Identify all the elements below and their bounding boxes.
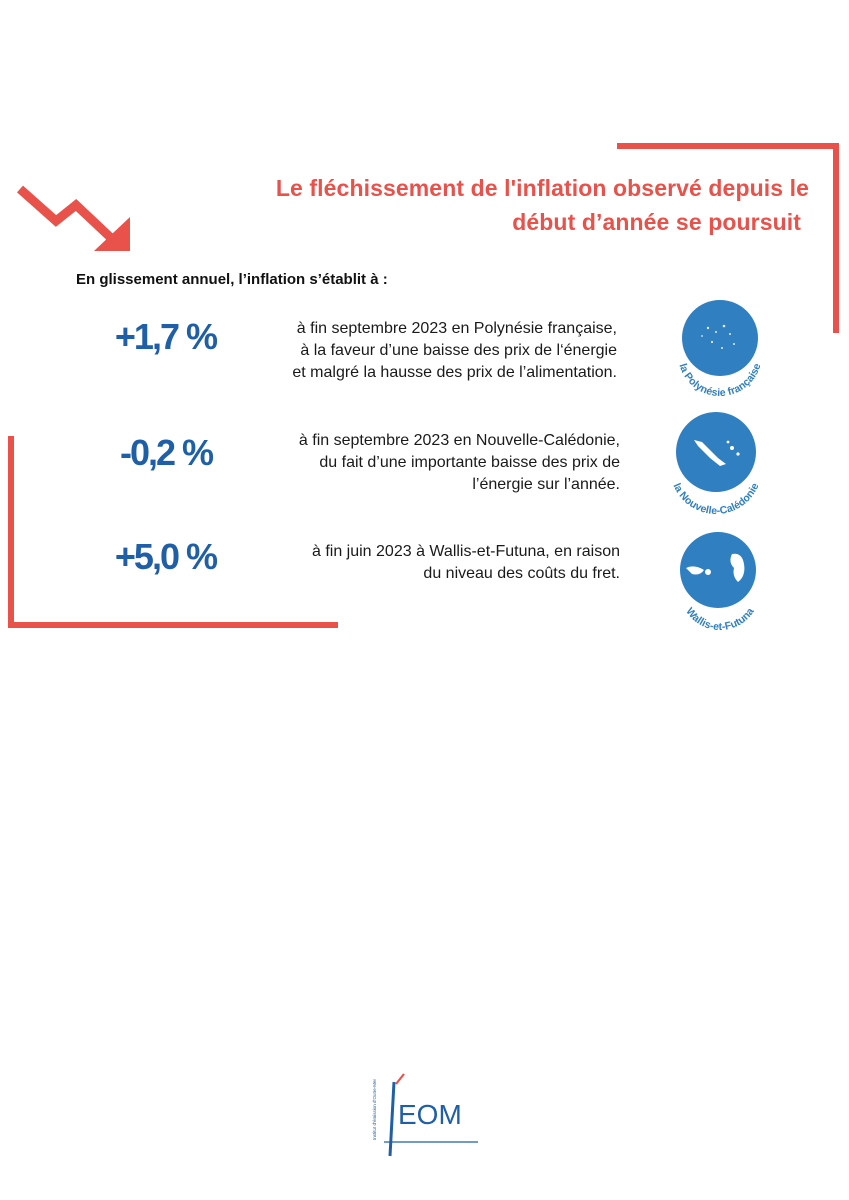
logo-vertical-text: Institut d’émission d’Outre-Mer	[372, 1078, 377, 1140]
intro-text: En glissement annuel, l’inflation s’établit à :	[76, 271, 388, 288]
description-line: et malgré la hausse des prix de l’alimentation.	[292, 364, 617, 381]
description-line: à fin septembre 2023 en Nouvelle-Calédonie,	[298, 432, 620, 449]
ieom-logo	[370, 1068, 482, 1160]
bracket-top-right-horizontal	[617, 143, 839, 149]
polynesia-map-icon	[664, 292, 774, 402]
badge-label: Wallis-et-Futuna	[683, 605, 757, 634]
page-title-line-1: Le fléchissement de l'inflation observé depuis le	[275, 175, 809, 201]
badge-label: la Nouvelle-Calédonie	[670, 481, 762, 514]
inflation-value-new-caledonia: -0,2 %	[119, 432, 212, 473]
down-arrow-icon	[14, 183, 132, 255]
badge-label: la Polynésie française	[676, 361, 764, 400]
description-line: à fin septembre 2023 en Polynésie française,	[296, 320, 617, 337]
logo-text: EOM	[398, 1099, 462, 1130]
description-line: à la faveur d’une baisse des prix de l‘énergie	[300, 342, 617, 359]
description-wallis-futuna	[312, 541, 620, 585]
description-line: du niveau des coûts du fret.	[423, 565, 620, 582]
new-caledonia-map-icon	[660, 404, 770, 514]
wallis-futuna-map-icon	[664, 524, 774, 634]
description-new-caledonia	[299, 430, 620, 496]
bracket-top-right-vertical	[833, 143, 839, 333]
svg-text:Wallis-et-Futuna	[683, 606, 756, 634]
inflation-value-polynesia: +1,7 %	[114, 316, 216, 357]
description-line: du fait d’une importante baisse des prix de	[319, 454, 620, 471]
inflation-value-wallis-futuna: +5,0 %	[114, 536, 216, 577]
bracket-bottom-left-horizontal	[8, 622, 338, 628]
page-title-line-2: début d’année se poursuit	[512, 209, 801, 235]
description-polynesia	[292, 318, 617, 384]
description-line: l’énergie sur l’année.	[472, 476, 620, 493]
description-line: à fin juin 2023 à Wallis-et-Futuna, en raison	[311, 543, 620, 560]
bracket-bottom-left-vertical	[8, 436, 14, 628]
